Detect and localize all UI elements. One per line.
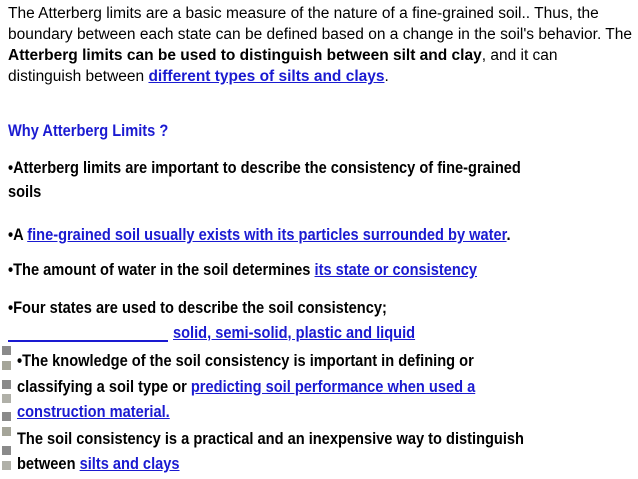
bullet-text: •The amount of water in the soil determines	[8, 260, 315, 279]
bullet-text: •A	[8, 225, 28, 244]
intro-connector: , and it can distinguish between	[8, 47, 558, 85]
bullet-text: classifying a soil type or	[17, 377, 191, 396]
bullet-text: •Four states are used to describe the soil consistency;	[8, 298, 387, 317]
fine-grained-soil-link[interactable]: fine-grained soil usually exists with its particles surrounded by water	[27, 225, 507, 244]
states-list-link[interactable]: solid, semi-solid, plastic and liquid	[173, 323, 416, 342]
bullet-atterberg-importance-cont	[8, 181, 47, 203]
bullet-text: •The knowledge of the soil consistency is important in defining or	[17, 351, 474, 370]
silts-and-clays-link[interactable]: silts and clays	[79, 454, 180, 473]
bullet-square-icon	[2, 346, 11, 355]
bullet-square-icon	[2, 412, 11, 421]
construction-material-link[interactable]: construction material.	[17, 402, 170, 421]
silts-clays-types-link[interactable]: different types of silts and clays	[148, 68, 385, 85]
bullet-period: .	[506, 225, 511, 244]
state-consistency-link[interactable]: its state or consistency	[314, 260, 478, 279]
bullet-text: between	[17, 454, 80, 473]
bullet-soil-knowledge	[17, 350, 548, 372]
intro-sentence: The Atterberg limits are a basic measure of the nature of a fine-grained soil.. Thus, the boundary between each state can be defined based on a change in the soil's behavior. The	[8, 5, 632, 43]
intro-paragraph	[8, 3, 632, 87]
bullet-text: The soil consistency is a practical and an inexpensive way to distinguish	[17, 429, 524, 448]
bullet-inexpensive-way	[17, 428, 607, 450]
bullet-square-icon	[2, 394, 11, 403]
bullet-four-states	[8, 297, 449, 319]
section-heading[interactable]: Why Atterberg Limits ?	[8, 121, 169, 140]
bullet-water-amount	[8, 259, 553, 281]
intro-bold-text: Atterberg limits can be used to distinguish between silt and clay	[8, 47, 482, 64]
bullet-square-icon	[2, 380, 11, 389]
bullet-soil-knowledge-cont	[17, 376, 550, 398]
intro-period: .	[384, 68, 389, 85]
bullet-text: soils	[8, 182, 42, 201]
bullet-square-icon	[2, 446, 11, 455]
bullet-atterberg-importance	[8, 157, 604, 179]
bullet-square-icon	[2, 361, 11, 370]
bullet-text: •Atterberg limits are important to describe the consistency of fine-grained	[8, 158, 521, 177]
bullet-inexpensive-way-cont	[17, 453, 206, 475]
blank-link-underline	[8, 322, 168, 342]
bullet-square-icon	[2, 427, 11, 436]
soil-performance-link[interactable]: predicting soil performance when used a	[190, 377, 476, 396]
bullet-square-icon	[2, 461, 11, 470]
bullet-fine-grained-soil	[8, 224, 592, 246]
